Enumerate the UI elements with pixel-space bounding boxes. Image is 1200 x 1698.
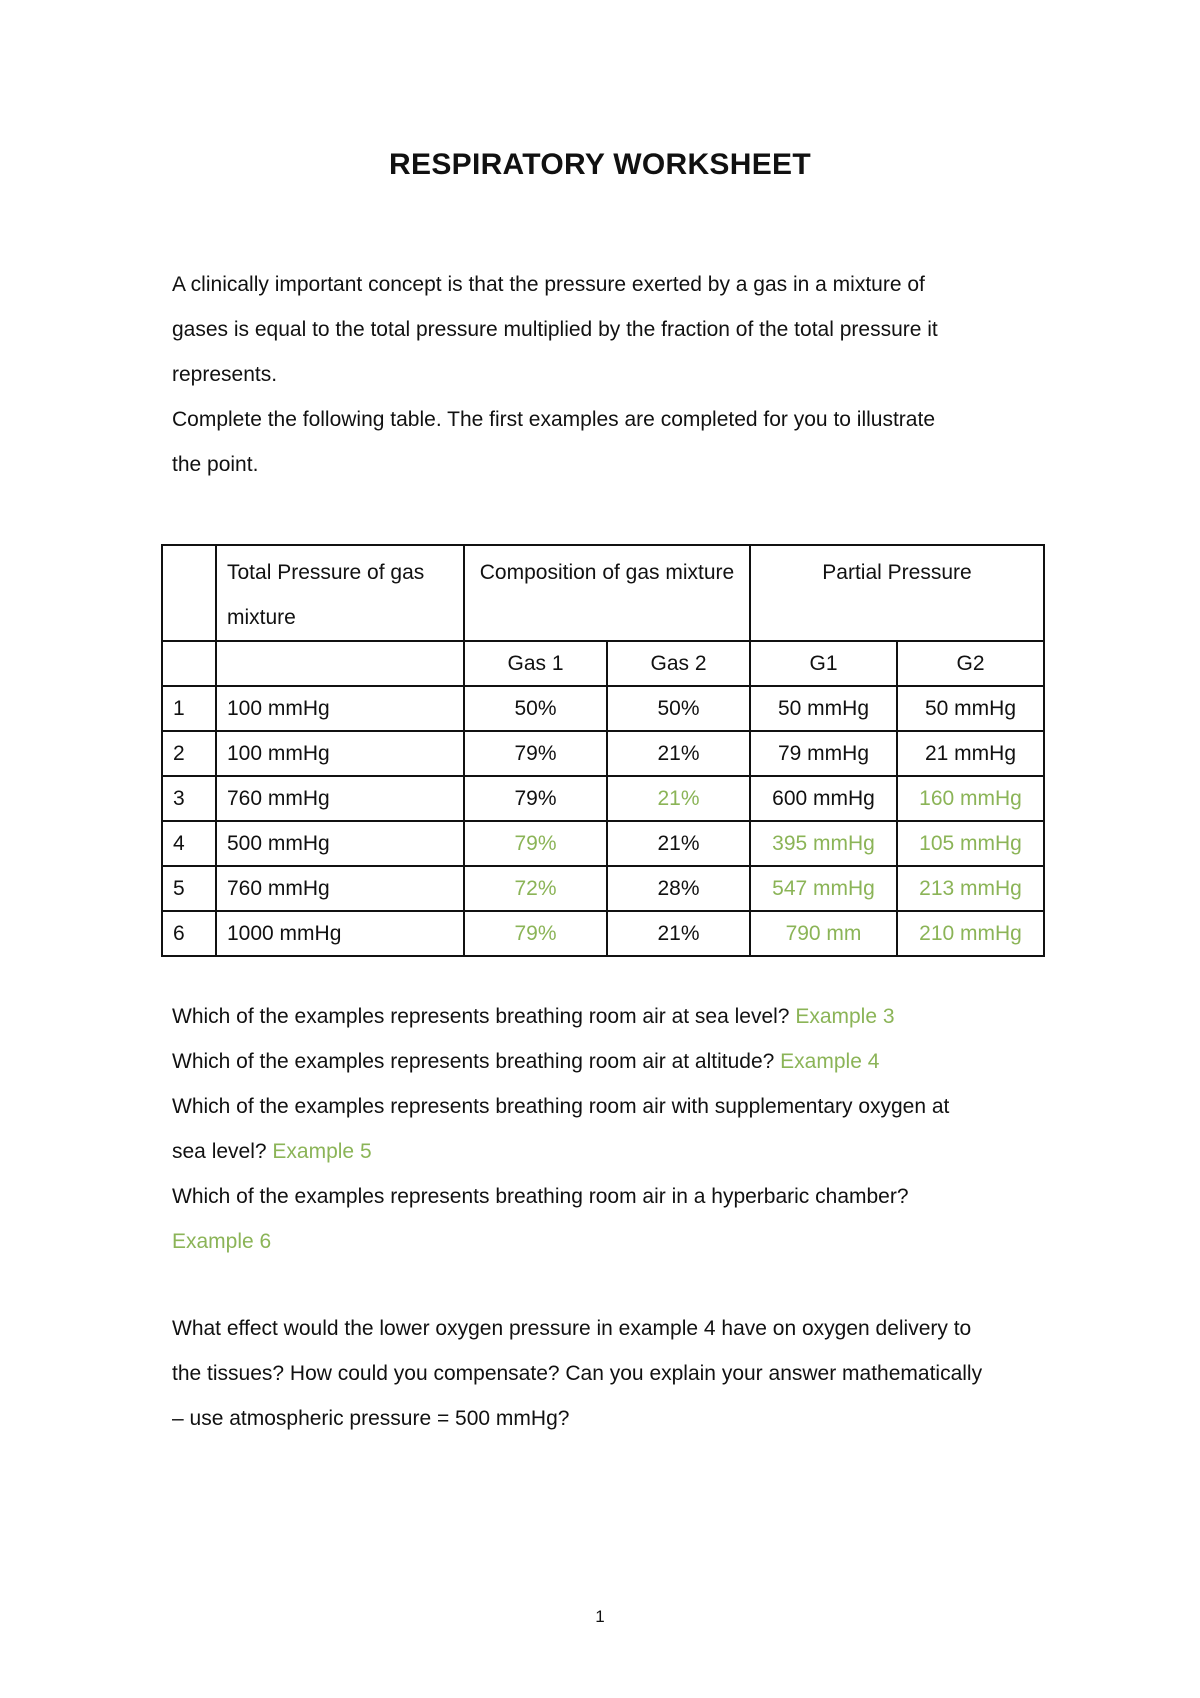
row-total-pressure: 760 mmHg [216, 866, 464, 911]
answer-text: Example 5 [272, 1140, 372, 1163]
row-total-pressure: 500 mmHg [216, 821, 464, 866]
row-g2-answer: 210 mmHg [897, 911, 1044, 956]
question-text: Which of the examples represents breathing room air in a hyperbaric chamber? [172, 1185, 909, 1208]
answer-text: Example 4 [780, 1050, 880, 1073]
row-number: 3 [162, 776, 216, 821]
page-title: RESPIRATORY WORKSHEET [389, 148, 811, 181]
question-line: the tissues? How could you compensate? Can you explain your answer mathematically [172, 1362, 983, 1385]
table-row [162, 776, 1044, 821]
row-g1-answer: 395 mmHg [750, 821, 897, 866]
intro-line: represents. [172, 363, 278, 386]
table-row [162, 911, 1044, 956]
row-total-pressure: 760 mmHg [216, 776, 464, 821]
table-header-row [162, 545, 1044, 641]
header-partial-pressure: Partial Pressure [750, 545, 1044, 641]
subheader-gas2: Gas 2 [607, 641, 750, 686]
question-text: Which of the examples represents breathing room air at sea level? [172, 1005, 790, 1028]
question-text: Which of the examples represents breathing room air at altitude? [172, 1050, 775, 1073]
questions-section [172, 994, 1052, 1264]
row-g2: 50 mmHg [897, 686, 1044, 731]
intro-line: gases is equal to the total pressure multiplied by the fraction of the total pressure it [172, 318, 938, 341]
row-gas2: 21% [607, 731, 750, 776]
row-g2-answer: 213 mmHg [897, 866, 1044, 911]
row-number: 5 [162, 866, 216, 911]
row-g1: 50 mmHg [750, 686, 897, 731]
row-g1-answer: 790 mm [750, 911, 897, 956]
row-g1: 79 mmHg [750, 731, 897, 776]
question-line: – use atmospheric pressure = 500 mmHg? [172, 1407, 570, 1430]
row-g2-answer: 160 mmHg [897, 776, 1044, 821]
instruction-line: Complete the following table. The first examples are completed for you to illustrate [172, 408, 935, 431]
row-gas2: 28% [607, 866, 750, 911]
header-composition: Composition of gas mixture [464, 545, 750, 641]
row-gas1-answer: 72% [464, 866, 607, 911]
question-text: sea level? [172, 1140, 267, 1163]
row-g2-answer: 105 mmHg [897, 821, 1044, 866]
partial-pressure-table [161, 544, 1045, 957]
subheader-empty [162, 641, 216, 686]
header-index-cell [162, 545, 216, 641]
subheader-gas1: Gas 1 [464, 641, 607, 686]
row-number: 6 [162, 911, 216, 956]
question-1 [172, 994, 1052, 1039]
question-line: What effect would the lower oxygen pressure in example 4 have on oxygen delivery to [172, 1317, 972, 1340]
question-text: Which of the examples represents breathing room air with supplementary oxygen at [172, 1095, 950, 1118]
question-3 [172, 1084, 1052, 1174]
row-gas1: 79% [464, 731, 607, 776]
row-gas1-answer: 79% [464, 911, 607, 956]
instruction-line: the point. [172, 453, 259, 476]
row-gas2: 50% [607, 686, 750, 731]
answer-text: Example 3 [795, 1005, 895, 1028]
row-gas2: 21% [607, 821, 750, 866]
question-4 [172, 1174, 1052, 1264]
row-total-pressure: 1000 mmHg [216, 911, 464, 956]
page-number: 1 [595, 1607, 605, 1626]
table-row [162, 731, 1044, 776]
row-g1: 600 mmHg [750, 776, 897, 821]
row-gas1: 79% [464, 776, 607, 821]
row-number: 2 [162, 731, 216, 776]
question-5 [172, 1306, 1052, 1441]
row-gas1-answer: 79% [464, 821, 607, 866]
question-2 [172, 1039, 1052, 1084]
table-row [162, 821, 1044, 866]
row-gas1: 50% [464, 686, 607, 731]
answer-text: Example 6 [172, 1230, 272, 1253]
row-g1-answer: 547 mmHg [750, 866, 897, 911]
row-total-pressure: 100 mmHg [216, 686, 464, 731]
intro-paragraph [172, 262, 1052, 487]
table-subheader-row [162, 641, 1044, 686]
table-row [162, 686, 1044, 731]
row-number: 4 [162, 821, 216, 866]
row-gas2: 21% [607, 911, 750, 956]
subheader-empty [216, 641, 464, 686]
subheader-g2: G2 [897, 641, 1044, 686]
row-gas2-answer: 21% [607, 776, 750, 821]
row-number: 1 [162, 686, 216, 731]
row-total-pressure: 100 mmHg [216, 731, 464, 776]
intro-line: A clinically important concept is that the pressure exerted by a gas in a mixture of [172, 273, 925, 296]
header-total-pressure: Total Pressure of gas mixture [216, 545, 464, 641]
row-g2: 21 mmHg [897, 731, 1044, 776]
table-row [162, 866, 1044, 911]
subheader-g1: G1 [750, 641, 897, 686]
